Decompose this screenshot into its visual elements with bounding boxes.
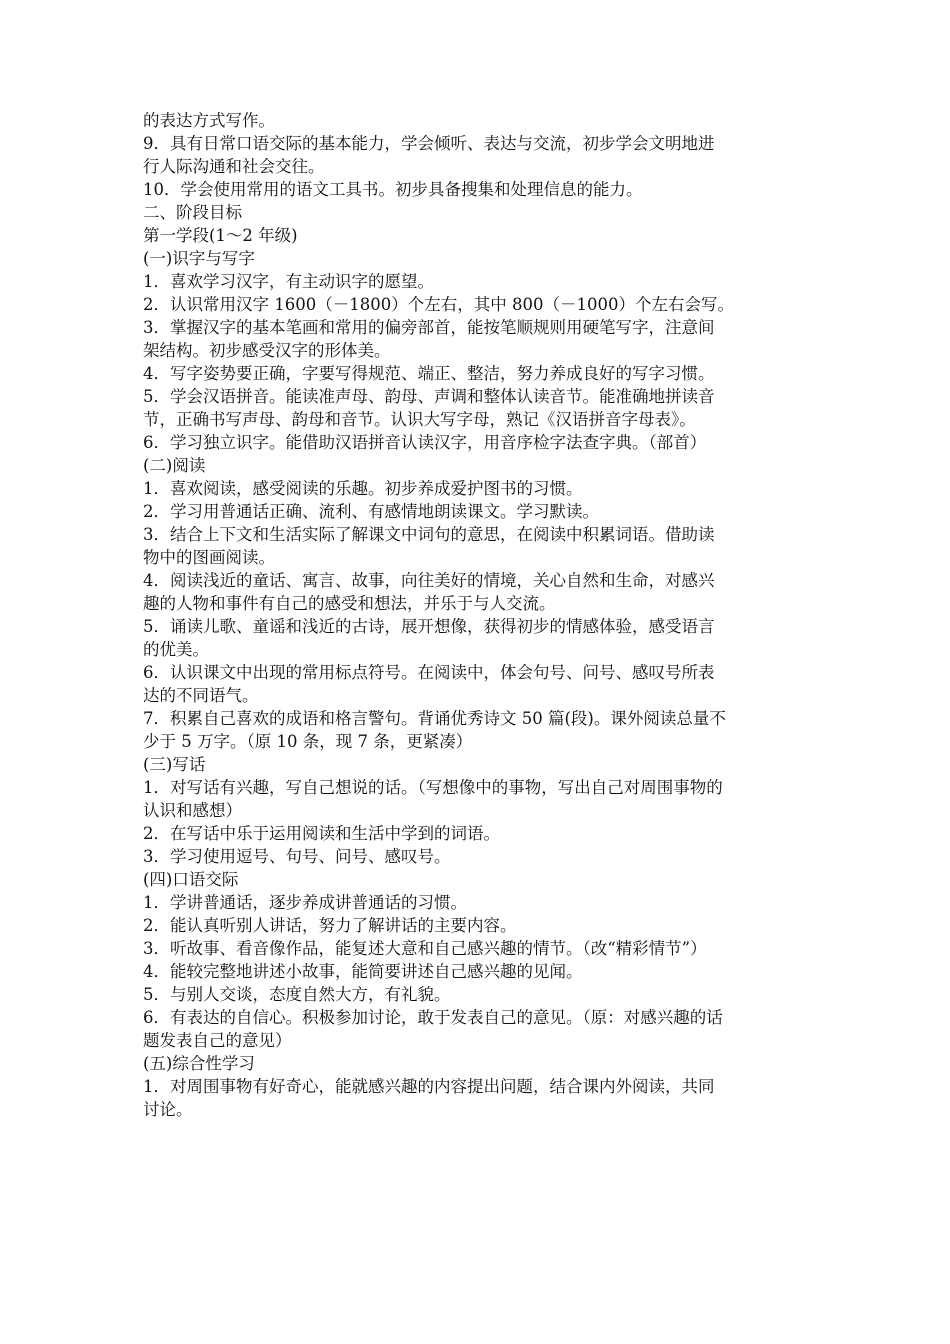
text-line: 的表达方式写作。 bbox=[143, 111, 275, 130]
text-line: 1．对周围事物有好奇心，能就感兴趣的内容提出问题，结合课内外阅读，共同 bbox=[143, 1077, 715, 1096]
text-line: 4．能较完整地讲述小故事，能简要讲述自己感兴趣的见闻。 bbox=[143, 962, 583, 981]
text-line: 1．学讲普通话，逐步养成讲普通话的习惯。 bbox=[143, 893, 467, 912]
text-line: 5．诵读儿歌、童谣和浅近的古诗，展开想像，获得初步的情感体验，感受语言 bbox=[143, 617, 715, 636]
text-line: 9．具有日常口语交际的基本能力，学会倾听、表达与交流，初步学会文明地进 bbox=[143, 134, 715, 153]
text-line: 达的不同语气。 bbox=[143, 686, 259, 705]
text-line: 架结构。初步感受汉字的形体美。 bbox=[143, 341, 391, 360]
text-line: 6．有表达的自信心。积极参加讨论，敢于发表自己的意见。（原：对感兴趣的话 bbox=[143, 1008, 723, 1027]
text-line: 4．阅读浅近的童话、寓言、故事，向往美好的情境，关心自然和生命，对感兴 bbox=[143, 571, 715, 590]
text-line: 的优美。 bbox=[143, 640, 209, 659]
text-line: 1．喜欢学习汉字，有主动识字的愿望。 bbox=[143, 272, 434, 291]
text-line: 5．与别人交谈，态度自然大方，有礼貌。 bbox=[143, 985, 451, 1004]
text-line: 1．喜欢阅读，感受阅读的乐趣。初步养成爱护图书的习惯。 bbox=[143, 479, 583, 498]
text-line: 趣的人物和事件有自己的感受和想法，并乐于与人交流。 bbox=[143, 594, 556, 613]
subsection-heading: (一)识字与写字 bbox=[143, 249, 255, 268]
text-line: 2．认识常用汉字 1600（－1800）个左右，其中 800（－1000）个左右会写。 bbox=[143, 295, 734, 314]
text-line: 2．学习用普通话正确、流利、有感情地朗读课文。学习默读。 bbox=[143, 502, 599, 521]
text-line: 认识和感想） bbox=[143, 801, 242, 820]
text-line: 1．对写话有兴趣，写自己想说的话。（写想像中的事物，写出自己对周围事物的 bbox=[143, 778, 723, 797]
text-line: 3．掌握汉字的基本笔画和常用的偏旁部首，能按笔顺规则用硬笔写字，注意间 bbox=[143, 318, 715, 337]
text-line: 3．结合上下文和生活实际了解课文中词句的意思，在阅读中积累词语。借助读 bbox=[143, 525, 715, 544]
text-line: 物中的图画阅读。 bbox=[143, 548, 275, 567]
text-line: 3．学习使用逗号、句号、问号、感叹号。 bbox=[143, 847, 451, 866]
text-line: 3．听故事、看音像作品，能复述大意和自己感兴趣的情节。（改“精彩情节”） bbox=[143, 939, 707, 958]
text-line: 4．写字姿势要正确，字要写得规范、端正、整洁，努力养成良好的写字习惯。 bbox=[143, 364, 715, 383]
text-line: 5．学会汉语拼音。能读准声母、韵母、声调和整体认读音节。能准确地拼读音 bbox=[143, 387, 715, 406]
text-line: 2．在写话中乐于运用阅读和生活中学到的词语。 bbox=[143, 824, 500, 843]
subsection-heading: (五)综合性学习 bbox=[143, 1054, 255, 1073]
text-line: 节，正确书写声母、韵母和音节。认识大写字母，熟记《汉语拼音字母表》。 bbox=[143, 410, 696, 429]
text-line: 少于 5 万字。（原 10 条，现 7 条，更紧凑） bbox=[143, 732, 473, 751]
text-line: 2．能认真听别人讲话，努力了解讲话的主要内容。 bbox=[143, 916, 517, 935]
text-line: 7．积累自己喜欢的成语和格言警句。背诵优秀诗文 50 篇(段)。课外阅读总量不 bbox=[143, 709, 726, 728]
subsection-heading: (三)写话 bbox=[143, 755, 206, 774]
text-line: 10．学会使用常用的语文工具书。初步具备搜集和处理信息的能力。 bbox=[143, 180, 643, 199]
section-heading: 二、阶段目标 bbox=[143, 203, 242, 222]
document-body bbox=[143, 109, 813, 1121]
stage-heading: 第一学段(1～2 年级) bbox=[143, 226, 298, 245]
subsection-heading: (四)口语交际 bbox=[143, 870, 239, 889]
subsection-heading: (二)阅读 bbox=[143, 456, 206, 475]
text-line: 6．学习独立识字。能借助汉语拼音认读汉字，用音序检字法查字典。（部首） bbox=[143, 433, 707, 452]
text-line: 题发表自己的意见） bbox=[143, 1031, 292, 1050]
text-line: 行人际沟通和社会交往。 bbox=[143, 157, 325, 176]
text-line: 讨论。 bbox=[143, 1100, 193, 1119]
text-line: 6．认识课文中出现的常用标点符号。在阅读中，体会句号、问号、感叹号所表 bbox=[143, 663, 715, 682]
